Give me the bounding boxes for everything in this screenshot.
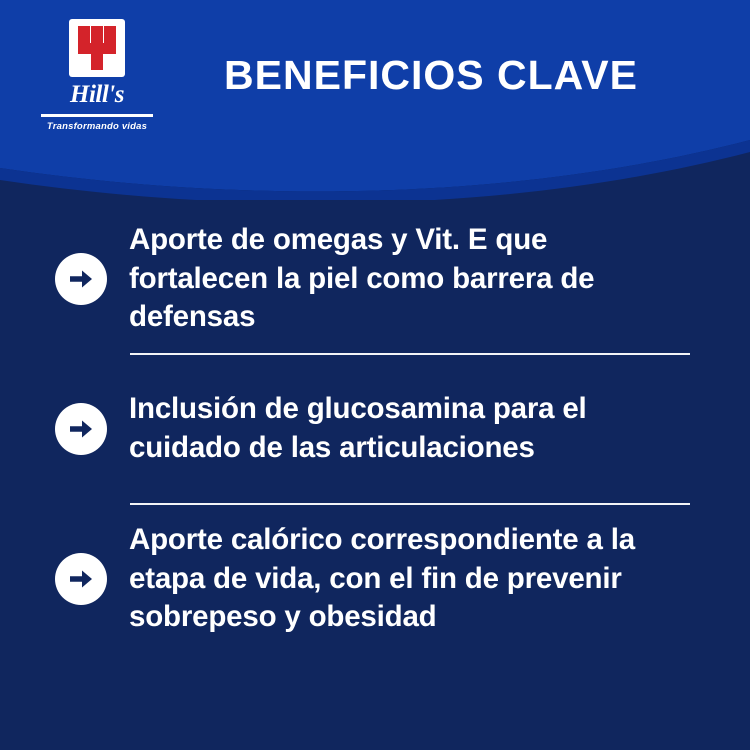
hills-shield-logo-icon: [69, 19, 125, 77]
benefit-text: Aporte calórico correspondiente a la etapa de vida, con el fin de prevenir sobrepeso y obesidad: [129, 522, 635, 634]
benefit-text: Inclusión de glucosamina para el cuidado de las articulaciones: [129, 392, 587, 464]
logo-underline: [41, 114, 153, 117]
arrow-right-icon: [55, 553, 107, 605]
divider: [130, 503, 690, 505]
arrow-right-icon: [55, 403, 107, 455]
header-row: [0, 0, 750, 150]
hills-logo: [22, 10, 172, 140]
arrow-right-icon: [55, 253, 107, 305]
list-item: [0, 369, 750, 489]
benefit-text: Aporte de omegas y Vit. E que fortalecen la piel como barrera de defensas: [129, 222, 595, 334]
divider: [130, 353, 690, 355]
list-item: [0, 219, 750, 339]
page-title: BENEFICIOS CLAVE: [224, 51, 638, 98]
logo-wordmark: Hill's: [70, 80, 124, 108]
logo-tagline: Transformando vidas: [46, 120, 148, 132]
benefits-list: [0, 205, 750, 639]
list-item: [0, 519, 750, 639]
